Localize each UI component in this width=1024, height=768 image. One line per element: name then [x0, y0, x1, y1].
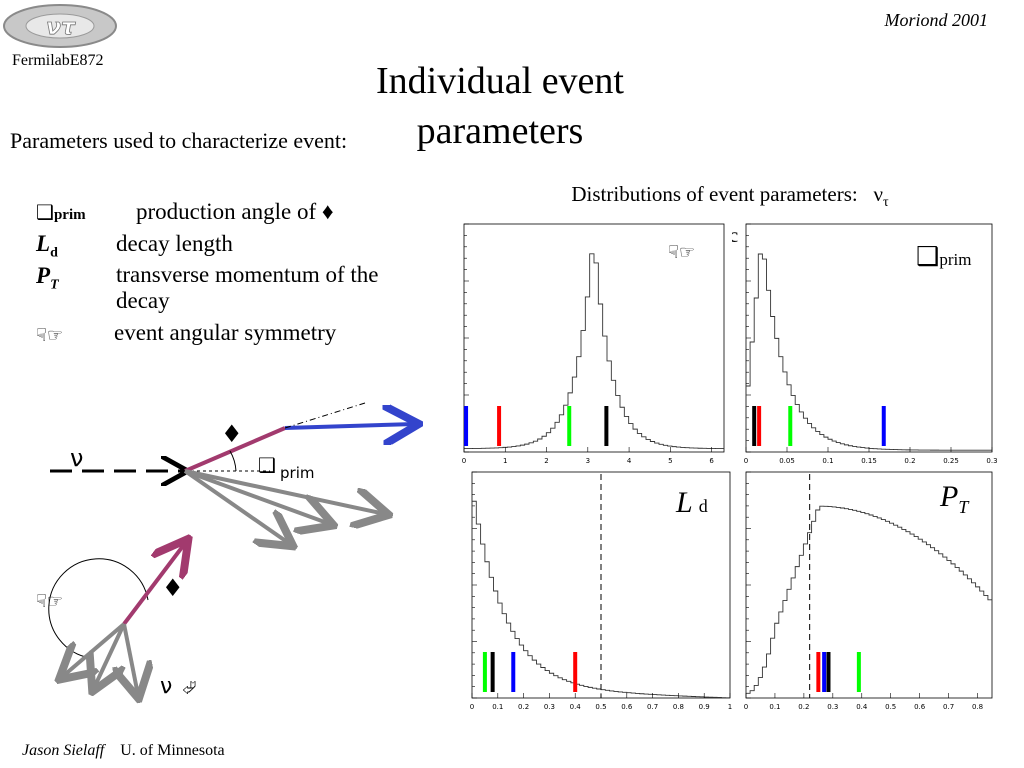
distributions-heading-text: Distributions of event parameters:: [571, 182, 858, 206]
slide-subtitle: Parameters used to characterize event:: [10, 128, 348, 153]
x-tick-label: 0.1: [769, 703, 781, 711]
param-symmetry-desc: event angular symmetry: [114, 320, 337, 345]
param-ld-symbol: L: [36, 231, 51, 256]
x-tick-label: 0.8: [672, 703, 684, 711]
logo-text: ντ: [46, 15, 76, 40]
theta-icon: ❑: [258, 453, 276, 477]
diamond-label: ♦: [221, 420, 243, 448]
histogram-outline: [464, 254, 724, 452]
x-tick-label: 0.1: [822, 457, 834, 465]
x-tick-label: 0: [469, 703, 475, 711]
x-tick-label: 0.2: [798, 703, 810, 711]
plot-label-symmetry: ☟☞: [668, 242, 696, 263]
x-tick-label: 0.3: [543, 703, 555, 711]
slide-title: Individual event parameters: [376, 60, 624, 152]
nu-symbol: ν: [873, 182, 883, 206]
param-prim-symbol: prim: [53, 207, 86, 223]
x-tick-label: 0.2: [904, 457, 916, 465]
param-pt-sub: T: [50, 277, 59, 293]
param-prim: [36, 198, 334, 229]
x-tick-label: 0.5: [885, 703, 897, 711]
daughter-track: [285, 424, 415, 428]
footer: [22, 742, 225, 760]
nu-direction-icon: ⮰: [182, 678, 197, 699]
param-symmetry-symbol: ☟☞: [36, 325, 64, 346]
x-tick-label: 0.05: [779, 457, 795, 465]
conference-label: Moriond 2001: [884, 10, 988, 30]
x-tick-label: 0.1: [492, 703, 504, 711]
x-tick-label: 6: [709, 457, 714, 465]
plot-label-theta-sub: prim: [939, 250, 972, 269]
x-tick-label: 0: [743, 703, 749, 711]
theta-icon: ❑: [916, 242, 940, 272]
param-ld-sub: d: [50, 245, 58, 261]
x-tick-label: 0: [461, 457, 467, 465]
symmetry-diagram: [30, 530, 260, 705]
nu-label: ν: [70, 444, 84, 472]
x-tick-label: 5: [668, 457, 673, 465]
theta-sub-label: prim: [280, 464, 315, 482]
plot-label-ld: [676, 486, 708, 520]
plot-label-ld-sub: d: [698, 496, 708, 516]
plot-label-pt: [940, 480, 968, 518]
x-tick-label: 0.8: [971, 703, 984, 711]
x-tick-label: 0.7: [943, 703, 955, 711]
plot-label-pt-sub: T: [958, 497, 969, 517]
symmetry-arc: [49, 559, 148, 658]
param-symmetry: [36, 320, 337, 350]
organization-label: FermilabE872: [12, 52, 104, 69]
nu-label: ν: [160, 674, 173, 699]
diamond-label: ♦: [162, 574, 184, 602]
x-tick-label: 0.6: [621, 703, 633, 711]
x-tick-label: 1: [727, 703, 733, 711]
symmetry-hands-label: ☟☞: [36, 591, 64, 612]
param-ld-desc: decay length: [116, 231, 233, 256]
x-tick-label: 0.5: [595, 703, 607, 711]
param-pt-desc: transverse momentum of the decay: [116, 262, 379, 313]
theta-angle-arc: [230, 451, 236, 471]
x-tick-label: 0: [743, 457, 749, 465]
nu-tau-logo: [2, 2, 122, 52]
x-tick-label: 0.7: [647, 703, 659, 711]
footer-author: Jason Sielaff: [22, 742, 105, 759]
x-tick-label: 0.3: [827, 703, 839, 711]
distributions-heading-suffix: interactions: [681, 223, 779, 248]
plot-label-pt-symbol: P: [940, 480, 959, 513]
tau-symbol: τ: [882, 195, 889, 211]
footer-affiliation: U. of Minnesota: [120, 742, 225, 759]
plot-label-ld-symbol: L: [676, 486, 693, 519]
prong-track: [94, 624, 124, 688]
plot-label-theta: [916, 242, 971, 272]
x-tick-label: 0.4: [569, 703, 581, 711]
x-tick-label: 3: [585, 457, 591, 465]
x-tick-label: 1: [503, 457, 508, 465]
x-tick-label: 0.9: [698, 703, 710, 711]
theta-icon: ❑: [36, 200, 54, 224]
x-tick-label: 0.15: [861, 457, 877, 465]
param-prim-desc: production angle of ♦: [136, 199, 334, 224]
x-tick-label: 4: [626, 457, 632, 465]
x-tick-label: 0.4: [856, 703, 868, 711]
prong-track: [124, 624, 138, 695]
histogram-outline: [746, 506, 992, 698]
x-tick-label: 0.3: [986, 457, 998, 465]
x-tick-label: 0.25: [943, 457, 959, 465]
x-tick-label: 0.2: [518, 703, 530, 711]
x-tick-label: 0.6: [914, 703, 926, 711]
histogram-outline: [746, 254, 992, 452]
param-pt-symbol: P: [36, 263, 51, 288]
x-tick-label: 2: [544, 457, 549, 465]
param-pt: [36, 262, 379, 313]
